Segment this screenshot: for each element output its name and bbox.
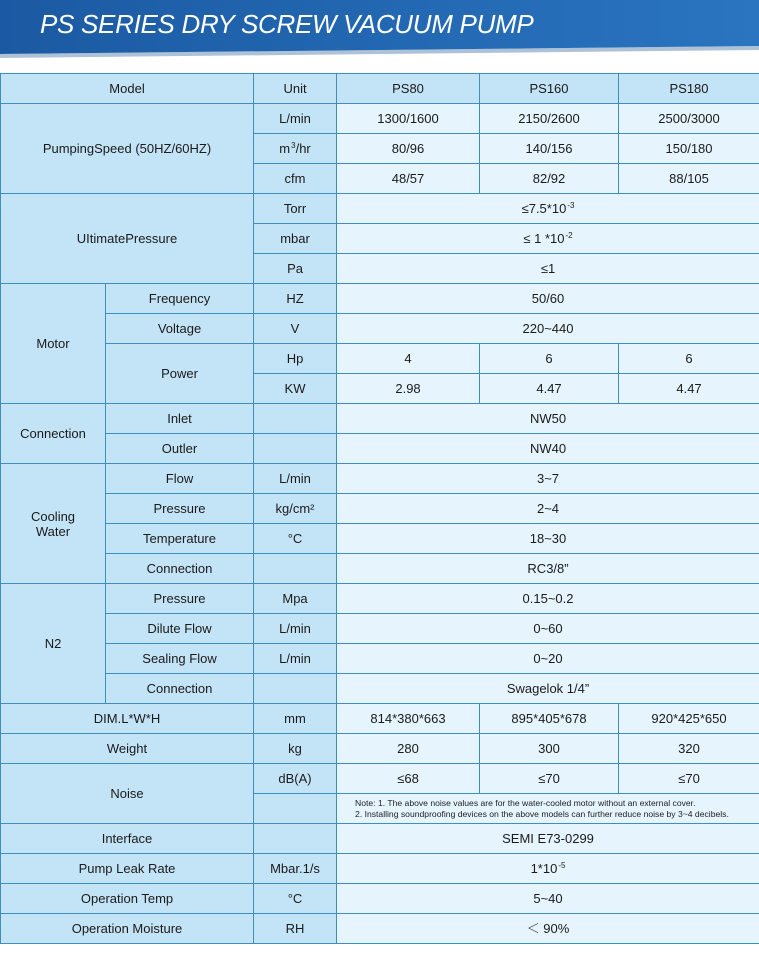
motor-label: Motor	[1, 284, 106, 404]
value-cell: 6	[480, 344, 619, 374]
table-row	[1, 104, 759, 134]
value-cell: 50/60	[337, 284, 759, 314]
table-row	[1, 644, 759, 674]
value-cell: 3~7	[337, 464, 759, 494]
unit-superscript: 3	[291, 140, 296, 150]
value-cell: NW40	[337, 434, 759, 464]
cooling-water-label	[1, 464, 106, 584]
value-cell: 48/57	[337, 164, 480, 194]
value-cell: 88/105	[619, 164, 759, 194]
weight-label: Weight	[1, 734, 254, 764]
value-cell	[337, 854, 759, 884]
value-cell	[337, 194, 759, 224]
unit-cell	[254, 434, 337, 464]
model-ps160: PS160	[480, 74, 619, 104]
table-row	[1, 554, 759, 584]
unit-cell	[254, 404, 337, 434]
value-cell: 300	[480, 734, 619, 764]
page-title: PS SERIES DRY SCREW VACUUM PUMP	[40, 9, 534, 39]
table-row	[1, 494, 759, 524]
unit-cell: L/min	[254, 464, 337, 494]
value-cell: 0.15~0.2	[337, 584, 759, 614]
value-cell: RC3/8”	[337, 554, 759, 584]
unit-cell: Torr	[254, 194, 337, 224]
unit-cell: L/min	[254, 644, 337, 674]
cooling-label-line1: Cooling	[30, 508, 76, 524]
value-cell: 814*380*663	[337, 704, 480, 734]
unit-cell	[254, 824, 337, 854]
noise-note-line1: Note: 1. The above noise values are for the water-cooled motor without an external cover.	[355, 797, 696, 808]
connection-label: Connection	[1, 404, 106, 464]
unit-cell: L/min	[254, 104, 337, 134]
value-cell: Swagelok 1/4”	[337, 674, 759, 704]
header-row	[1, 74, 759, 104]
sub-label: Connection	[106, 554, 254, 584]
pumping-speed-label: PumpingSpeed (50HZ/60HZ)	[1, 104, 254, 194]
unit-header: Unit	[254, 74, 337, 104]
sub-label: Connection	[106, 674, 254, 704]
value-cell: 150/180	[619, 134, 759, 164]
operation-temp-label: Operation Temp	[1, 884, 254, 914]
dimensions-label: DIM.L*W*H	[1, 704, 254, 734]
table-row	[1, 404, 759, 434]
value-cell: 0~60	[337, 614, 759, 644]
value-cell: 0~20	[337, 644, 759, 674]
table-row	[1, 434, 759, 464]
value-cell: 4.47	[619, 374, 759, 404]
unit-cell: °C	[254, 884, 337, 914]
value-cell: 4.47	[480, 374, 619, 404]
table-row	[1, 614, 759, 644]
value-cell: 920*425*650	[619, 704, 759, 734]
sub-label: Power	[106, 344, 254, 404]
value-cell: ≤1	[337, 254, 759, 284]
table-row	[1, 314, 759, 344]
table-row	[1, 674, 759, 704]
model-ps180: PS180	[619, 74, 759, 104]
sub-label: Sealing Flow	[106, 644, 254, 674]
unit-cell: V	[254, 314, 337, 344]
value-cell: ≤68	[337, 764, 480, 794]
unit-cell: RH	[254, 914, 337, 944]
value-cell: 140/156	[480, 134, 619, 164]
unit-cell: Mpa	[254, 584, 337, 614]
table-row	[1, 704, 759, 734]
value-cell: SEMI E73-0299	[337, 824, 759, 854]
unit-cell: cfm	[254, 164, 337, 194]
sub-label: Temperature	[106, 524, 254, 554]
table-row	[1, 734, 759, 764]
sub-label: Outler	[106, 434, 254, 464]
noise-label: Noise	[1, 764, 254, 824]
unit-cell: °C	[254, 524, 337, 554]
exponent: -3	[567, 200, 575, 210]
value-cell: 1300/1600	[337, 104, 480, 134]
unit-cell: L/min	[254, 614, 337, 644]
unit-cell: mbar	[254, 224, 337, 254]
ultimate-pressure-label: UItimatePressure	[1, 194, 254, 284]
table-row	[1, 464, 759, 494]
sub-label: Voltage	[106, 314, 254, 344]
table-row	[1, 344, 759, 374]
sub-label: Inlet	[106, 404, 254, 434]
table-row	[1, 194, 759, 224]
model-header: Model	[1, 74, 254, 104]
noise-note	[337, 794, 759, 824]
unit-cell: kg/cm²	[254, 494, 337, 524]
value-cell: 280	[337, 734, 480, 764]
value-cell: 220~440	[337, 314, 759, 344]
sub-label: Pressure	[106, 584, 254, 614]
unit-cell: mm	[254, 704, 337, 734]
value-cell: NW50	[337, 404, 759, 434]
value-cell: 18~30	[337, 524, 759, 554]
table-row	[1, 584, 759, 614]
value-cell: 6	[619, 344, 759, 374]
unit-cell	[254, 794, 337, 824]
value-text: ≤7.5*10	[521, 201, 567, 216]
value-cell: ≤70	[480, 764, 619, 794]
table-row	[1, 854, 759, 884]
exponent: -2	[565, 230, 573, 240]
table-row	[1, 884, 759, 914]
leak-rate-label: Pump Leak Rate	[1, 854, 254, 884]
sub-label: Pressure	[106, 494, 254, 524]
model-ps80: PS80	[337, 74, 480, 104]
table-row	[1, 764, 759, 794]
noise-note-line2: 2. Installing soundproofing devices on the above models can further reduce noise by 3~4 decibels.	[355, 808, 729, 819]
cooling-label-line2: Water	[35, 523, 71, 539]
value-cell: 80/96	[337, 134, 480, 164]
sub-label: Dilute Flow	[106, 614, 254, 644]
value-cell: 82/92	[480, 164, 619, 194]
spec-table	[0, 73, 759, 944]
interface-label: Interface	[1, 824, 254, 854]
unit-cell: dB(A)	[254, 764, 337, 794]
table-row	[1, 824, 759, 854]
unit-base: m	[279, 141, 291, 156]
unit-cell	[254, 674, 337, 704]
unit-cell: HZ	[254, 284, 337, 314]
value-cell: ＜ 90%	[337, 914, 759, 944]
value-cell: ≤70	[619, 764, 759, 794]
value-cell: 2.98	[337, 374, 480, 404]
exponent: -5	[558, 860, 566, 870]
value-cell: 5~40	[337, 884, 759, 914]
unit-tail: /hr	[295, 141, 311, 156]
unit-cell: kg	[254, 734, 337, 764]
unit-cell: Mbar.1/s	[254, 854, 337, 884]
value-text: 1*10	[530, 861, 558, 876]
unit-cell	[254, 554, 337, 584]
table-row	[1, 284, 759, 314]
sub-label: Flow	[106, 464, 254, 494]
sub-label: Frequency	[106, 284, 254, 314]
value-cell: 895*405*678	[480, 704, 619, 734]
value-cell	[337, 224, 759, 254]
unit-cell: KW	[254, 374, 337, 404]
unit-cell: Hp	[254, 344, 337, 374]
unit-cell: Pa	[254, 254, 337, 284]
value-cell: 2150/2600	[480, 104, 619, 134]
value-cell: 320	[619, 734, 759, 764]
n2-label: N2	[1, 584, 106, 704]
value-cell: 2500/3000	[619, 104, 759, 134]
unit-cell	[254, 134, 337, 164]
operation-moisture-label: Operation Moisture	[1, 914, 254, 944]
table-row	[1, 914, 759, 944]
value-cell: 4	[337, 344, 480, 374]
table-row	[1, 524, 759, 554]
value-text: ≤ 1 *10	[523, 231, 565, 246]
value-cell: 2~4	[337, 494, 759, 524]
